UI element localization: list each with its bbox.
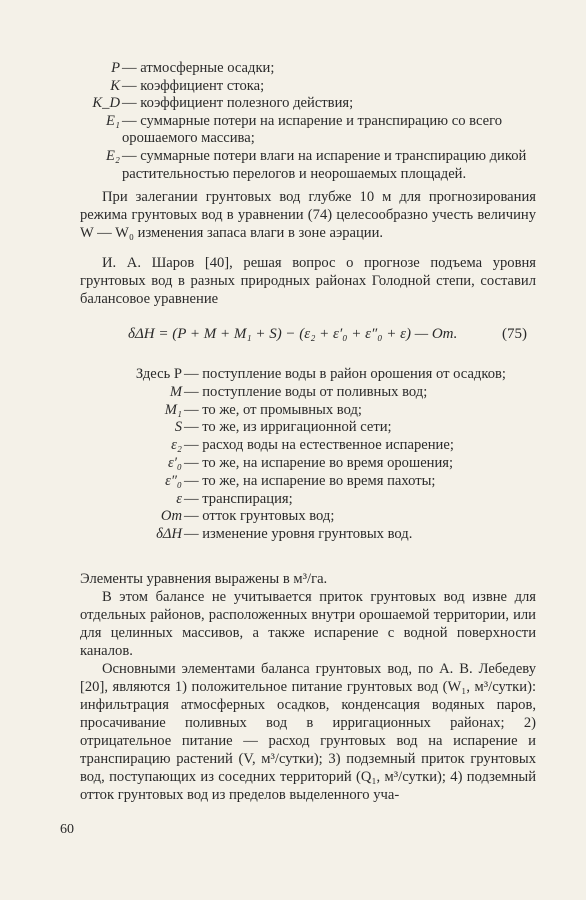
paragraph-aeration-zone: При залегании грунтовых вод глубже 10 м для прогнозирования режима грунтовых вод в уравнении (74) целесообразно учесть величину W — W₀ изменения запаса влаги в зоне аэрации. (80, 189, 536, 241)
legend-text: — поступление воды от поливных вод; (184, 383, 428, 400)
legend-text: — то же, от промывных вод; (184, 401, 362, 418)
legend-text: — то же, из ирригационной сети; (184, 419, 392, 436)
legend-row (80, 419, 540, 437)
definition-row (80, 78, 540, 96)
definition-symbol: K_D (92, 95, 120, 112)
legend-symbol: ε″₀ (165, 472, 182, 489)
legend-text: — отток грунтовых вод; (184, 508, 335, 525)
legend-symbol: M₁ (164, 401, 182, 418)
balance-equation: δΔH = (P + M + M₁ + S) − (ε₂ + ε′₀ + ε″₀ + ε) — Oт. (128, 326, 458, 342)
legend-row (80, 402, 540, 420)
legend-row (80, 526, 540, 544)
definition-symbol: E₂ (106, 147, 120, 164)
definition-symbol: K (110, 77, 120, 94)
definition-text: — коэффициент стока; (122, 77, 265, 94)
definition-text: — коэффициент полезного действия; (122, 95, 354, 112)
definition-text: — суммарные потери на испарение и транспирацию со всего орошаемого массива; (122, 112, 502, 147)
units-line: Элементы уравнения выражены в м³/га. (80, 571, 328, 587)
definition-row (80, 113, 540, 148)
legend-row (80, 437, 540, 455)
legend-row (80, 473, 540, 491)
legend-text: — изменение уровня грунтовых вод. (184, 526, 413, 543)
paragraph-balance-note: В этом балансе не учитывается приток грунтовых вод извне для отдельных районов, расположенных внутри орошаемой территории, или для целинных массивов, а также испарение с водной поверхности каналов. (80, 589, 536, 659)
legend-text: — расход воды на естественное испарение; (184, 437, 454, 454)
equation-number: (75) (502, 326, 527, 342)
definition-text: — атмосферные осадки; (122, 60, 275, 76)
definition-text: — суммарные потери влаги на испарение и транспирацию дикой растительностью перелогов и неорошаемых площадей. (122, 147, 527, 182)
paragraph-lebedev: Основными элементами баланса грунтовых вод, по А. В. Лебедеву [20], являются 1) положительное питание грунтовых вод (W₁, м³/сутки): инфильтрация атмосферных осадков, конденсация водяных паров, просачивание поливных вод в ирригационных районах; 2) отрицательное питание — расход грунтовых вод на испарение и транспирацию растений (V, м³/сутки); 3) подземный приток грунтовых вод, поступающих из соседних территорий (Q₁, м³/сутки); 4) подземный отток грунтовых вод из пределов выделенного уча- (80, 661, 536, 803)
legend-symbol: S (174, 419, 182, 436)
definition-row (80, 60, 540, 78)
legend-symbol: M (169, 383, 182, 400)
definitions-list (80, 60, 540, 183)
equation-legend (80, 366, 540, 544)
legend-row (80, 366, 540, 384)
legend-text: — транспирация; (184, 490, 293, 507)
legend-symbol: ε (176, 490, 182, 507)
paragraph-sharov: И. А. Шаров [40], решая вопрос о прогнозе подъема уровня грунтовых вод в разных природных районах Голодной степи, составил балансовое уравнение (80, 255, 536, 307)
legend-row (80, 455, 540, 473)
page-number: 60 (60, 822, 74, 837)
legend-symbol: Oт (160, 508, 182, 525)
legend-symbol: Здесь P (135, 366, 182, 382)
legend-row (80, 508, 540, 526)
legend-text: — то же, на испарение во время пахоты; (184, 472, 436, 489)
legend-row (80, 384, 540, 402)
legend-text: — поступление воды в район орошения от осадков; (184, 366, 506, 382)
definition-row (80, 95, 540, 113)
definition-row (80, 148, 540, 183)
definition-symbol: E₁ (106, 112, 120, 129)
legend-text: — то же, на испарение во время орошения; (184, 454, 454, 471)
legend-symbol: ε₂ (171, 437, 182, 454)
legend-symbol: ε′₀ (167, 454, 182, 471)
definition-symbol: P (111, 60, 120, 76)
legend-symbol: δΔH (156, 526, 182, 543)
legend-row (80, 491, 540, 509)
